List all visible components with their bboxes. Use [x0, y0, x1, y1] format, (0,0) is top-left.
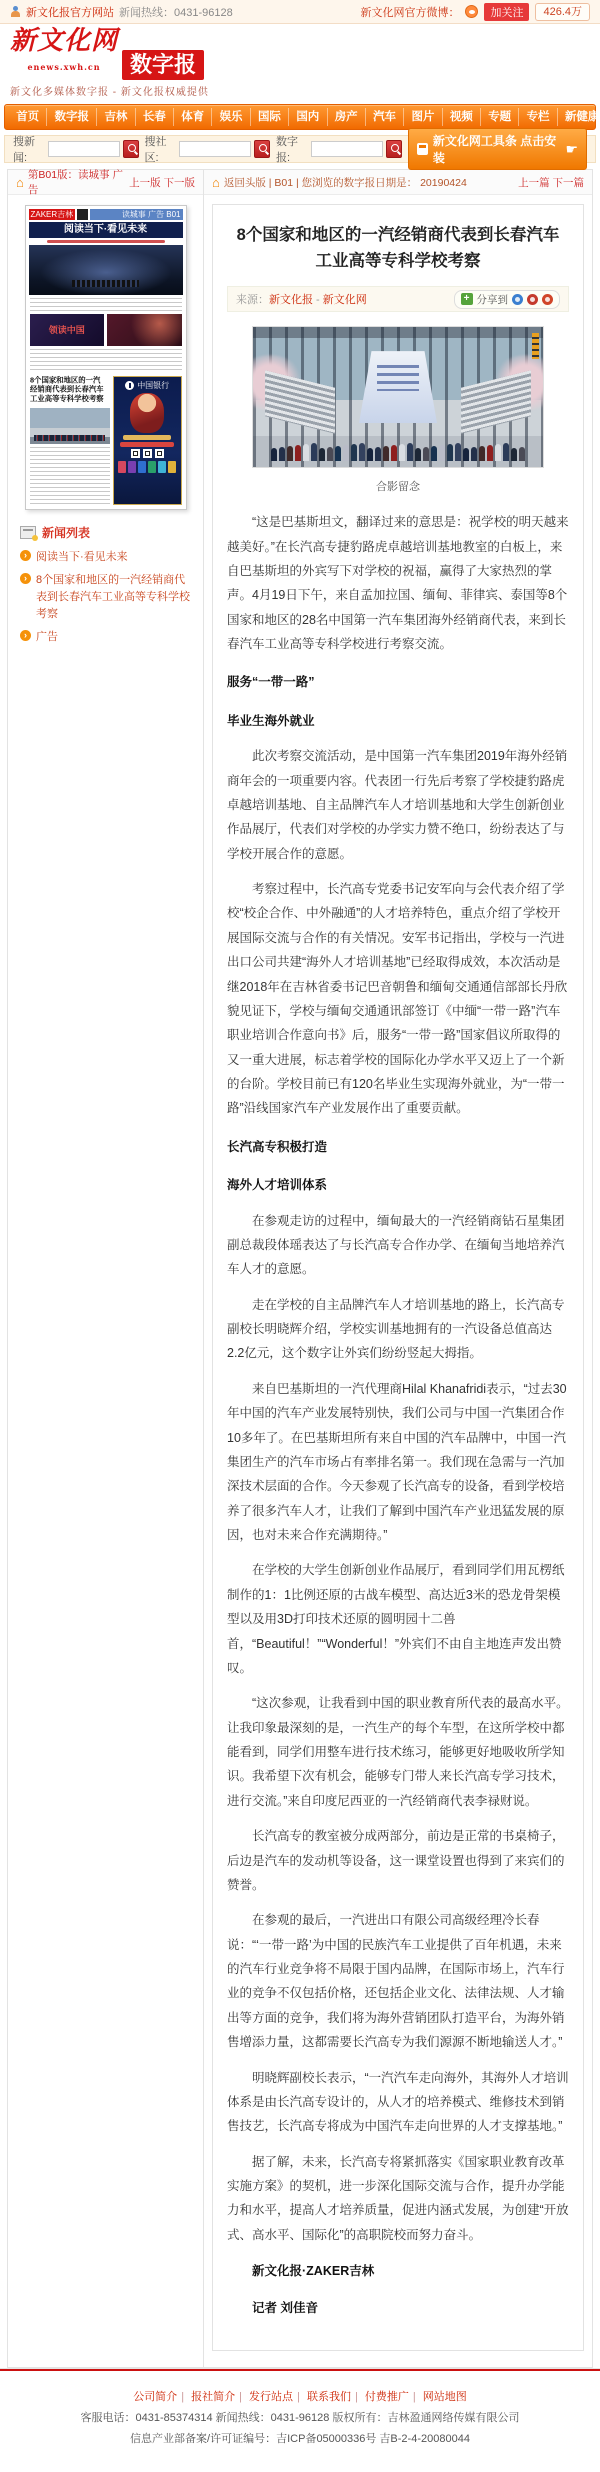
prev-article-link[interactable]: 上一篇 — [518, 176, 550, 189]
article-paragraph: 据了解，未来，长汽高专将紧抓落实《国家职业教育改革实施方案》的契机，进一步深化国际交流与合作，提升办学能力和水平，提高人才培养质量，促进内涵式发展，为创建“开放式、高水平、国际化”的高职院校而努力奋斗。 — [227, 2154, 569, 2242]
thumb-headline: 阅读当下·看见未来 — [29, 222, 183, 238]
list-item — [20, 572, 191, 623]
article-paragraph: “这是巴基斯坦文，翻译过来的意思是：祝学校的明天越来越美好。”在长汽高专捷豹路虎卓越培训基地教室的白板上，来自巴基斯坦的外宾写下对学校的祝福，赢得了大家热烈的掌声。4月19日下午，来自孟加拉国、缅甸、菲律宾、泰国等8个国家和地区的28名中国第一汽车集团海外经销商代表，来到长春汽车工业高等专科学校进行考察交流。 — [227, 515, 569, 651]
footer-link-press[interactable]: 报社简介 — [191, 2390, 236, 2403]
search-news-button[interactable] — [123, 140, 139, 158]
article-group-photo — [252, 326, 544, 468]
nav-item-topics[interactable]: 专题 — [481, 108, 519, 126]
hand-pointer-icon: ☛ — [565, 140, 579, 157]
news-list-link-2[interactable]: 8个国家和地区的一汽经销商代表到长春汽车工业高等专科学校考察 — [36, 574, 190, 621]
article-paragraph: 明晓辉副校长表示，“一汽汽车走向海外，其海外人才培训体系是由长汽高专设计的，从人才的培养模式、维修技术到销售技艺，长汽高专将成为中国汽车走向世界的人才支撑基地。” — [227, 2070, 569, 2134]
text-filler — [30, 447, 110, 505]
ad-qr-codes — [131, 449, 164, 458]
search-community-label: 搜社区: — [144, 136, 167, 164]
nav-item-digital-paper[interactable]: 数字报 — [47, 108, 97, 126]
nav-item-pictures[interactable]: 图片 — [404, 108, 442, 126]
footer-icp: 信息产业部备案/许可证编号：吉ICP备05000336号 吉B-2-4-20080044 — [130, 2432, 470, 2445]
page-footer — [0, 2371, 600, 2472]
search-bar — [4, 135, 596, 163]
nav-item-jilin[interactable]: 吉林 — [97, 108, 135, 126]
site-tagline: 新文化多媒体数字报 - 新文化报权威提供 — [10, 87, 209, 98]
article-title: 8个国家和地区的一汽经销商代表到长春汽车工业高等专科学校考察 — [236, 226, 560, 270]
text-filler — [30, 349, 182, 373]
text-filler — [30, 298, 182, 311]
bank-name: 中国银行 — [137, 381, 170, 390]
nav-item-realestate[interactable]: 房产 — [328, 108, 366, 126]
thumb-group-photo — [30, 408, 110, 444]
bullet-arrow-icon: › — [20, 550, 31, 561]
nav-item-sports[interactable]: 体育 — [174, 108, 212, 126]
article-paragraph: 此次考察交流活动，是中国第一汽车集团2019年海外经销商年会的一项重要内容。代表团一行先后考察了学校捷豹路虎卓越培训基地、自主品牌汽车人才培训基地和大学生创新创业作品展厅，代表们对学校的办学实力赞不绝口，纷纷表达了与学校开展合作的意愿。 — [227, 749, 568, 861]
list-item — [20, 629, 191, 646]
thumb-article-title: 8个国家和地区的一汽经销商代表到长春汽车工业高等专科学校考察 — [29, 376, 104, 403]
article-panel — [212, 204, 584, 2351]
article-subhead: 服务“一带一路” — [227, 675, 315, 690]
page-section-title: 第B01版：读城事 广告 — [27, 169, 123, 196]
toolbar-install-button[interactable] — [408, 128, 587, 170]
article-paragraph: 来自巴基斯坦的一汽代理商Hilal Khanafridi表示，“过去30年中国的汽车产业发展特别快，我们公司与中国一汽集团合作10多年了。在巴基斯坦所有来自中国的汽车品牌中，中国一汽集团生产的汽车市场占有率排名第一。我们现在急需与一汽加深技术层面的合作。今天参观了长汽高专的设备，看到学校培养了很多汽车人才，让我们了解到中国汽车产业迅猛发展的原因，也对未来合作充满期待。” — [227, 1381, 567, 1542]
article-paragraph: 在学校的大学生创新创业作品展厅，看到同学们用瓦楞纸制作的1：1比例还原的古战车模型、高达近3米的恐龙骨架模型以及用3D打印技术还原的圆明园十二兽首，“Beautiful！”“Wonderful！”外宾们不由自主地连声发出赞叹。 — [227, 1563, 565, 1675]
newspaper-page-thumbnail[interactable] — [25, 205, 187, 510]
nav-item-changchun[interactable]: 长春 — [136, 108, 174, 126]
news-list-link-3[interactable]: 广告 — [36, 631, 58, 644]
share-widget — [454, 290, 561, 309]
article-paragraph: 走在学校的自主品牌汽车人才培训基地的路上，长汽高专副校长明晓辉介绍，学校实训基地拥有的一汽设备总值高达2.2亿元，这个数字让外宾们纷纷竖起大拇指。 — [227, 1297, 565, 1361]
toolbar-icon — [417, 143, 428, 155]
news-list-title: 新闻列表 — [42, 526, 91, 540]
nav-item-international[interactable]: 国际 — [251, 108, 289, 126]
paper-date-info: 返回头版 | B01 | 您浏览的数字报日期是： 20190424 — [223, 176, 467, 189]
subnav-right — [204, 170, 592, 195]
news-hotline: 新闻热线：0431-96128 — [119, 6, 233, 19]
crowd-row — [253, 443, 543, 461]
nav-item-auto[interactable]: 汽车 — [366, 108, 404, 126]
thumb-brand-logo: ZAKER吉林 — [30, 210, 74, 219]
subnav-left — [8, 170, 203, 195]
home-icon[interactable]: ⌂ — [212, 174, 220, 190]
footer-link-stations[interactable]: 发行站点 — [249, 2390, 294, 2403]
content-area — [7, 169, 593, 2368]
footer-links: 公司简介 | 报社简介 | 发行站点 | 联系我们 | 付费推广 | 网站地图 — [133, 2390, 467, 2403]
search-paper-button[interactable] — [386, 140, 402, 158]
main-nav — [4, 104, 600, 130]
share-weibo-icon[interactable] — [542, 294, 553, 305]
bank-logo-icon — [125, 381, 134, 390]
share-plus-icon[interactable]: + — [461, 293, 473, 305]
nav-item-health[interactable]: 新健康 — [558, 108, 600, 126]
article-paragraph: 考察过程中，长汽高专党委书记安军向与会代表介绍了学校“校企合作、中外融通”的人才培养特色，重点介绍了学校开展国际交流与合作的有关情况。安军书记指出，学校与一汽进出口公司共建“海外人才培训基地”已经取得成效，本次活动是继2018年在吉林省委书记巴音朝鲁和缅甸交通通信部部长丹欣貌见证下，学校与缅甸交通通讯部签订《中缅“一带一路”汽车职业培训合作意向书》后，服务“一带一路”国家倡议所取得的又一重大进展，标志着学校的国际化办学水平又迈上了一个新的台阶。学校目前已有120名毕业生实现海外就业，为“一带一路”沿线国家汽车产业发展作出了重要贡献。 — [227, 882, 568, 1116]
thumb-photo-performers — [107, 314, 182, 346]
weibo-icon[interactable] — [465, 5, 478, 18]
article-subhead: 海外人才培训体系 — [227, 1178, 328, 1193]
footer-link-promo[interactable]: 付费推广 — [364, 2390, 409, 2403]
footer-link-company[interactable]: 公司简介 — [133, 2390, 178, 2403]
search-paper-input[interactable] — [311, 141, 383, 157]
article-subhead: 毕业生海外就业 — [227, 713, 315, 728]
article-paragraph: 在参观走访的过程中，缅甸最大的一汽经销商钻石星集团副总裁段体瑶表达了与长汽高专合作办学、在缅甸当地培养汽车人才的意愿。 — [227, 1213, 565, 1277]
site-logo[interactable] — [10, 28, 118, 80]
ad-card-strip — [118, 461, 176, 473]
article-subhead: 长汽高专积极打造 — [227, 1139, 328, 1154]
news-list — [8, 510, 203, 666]
thumb-subheadline-bar — [47, 240, 165, 243]
source-bar — [227, 286, 569, 312]
user-icon — [10, 6, 21, 17]
right-column — [204, 170, 592, 2367]
search-community-input[interactable] — [179, 141, 251, 157]
footer-link-sitemap[interactable]: 网站地图 — [422, 2390, 467, 2403]
footer-link-contact[interactable]: 联系我们 — [306, 2390, 351, 2403]
home-icon[interactable]: ⌂ — [16, 174, 24, 190]
source-paper-link[interactable]: 新文化报 — [269, 294, 313, 307]
share-label: 分享到 — [476, 293, 508, 306]
prev-page-link[interactable]: 上一版 — [129, 176, 161, 189]
source-label: 来源： — [236, 294, 269, 307]
article-paragraph: “这次参观，让我看到中国的职业教育所代表的最高水平。让我印象最深刻的是，一汽生产的每个车型，在这所学校中都能看到，同学们用整车进行技术练习，能够更好地吸收所学知识。我希望下次有机会，能够专门带人来长汽高专学习技术，进行交流。”来自印度尼西亚的一汽经销商代表李禄财说。 — [227, 1696, 569, 1808]
site-header — [0, 24, 600, 100]
follower-count: 426.4万 — [535, 3, 590, 21]
article-byline: 新文化报·ZAKER吉林 — [252, 2264, 375, 2279]
toolbar-install-label: 新文化网工具条 点击安装 — [432, 134, 557, 165]
left-column — [8, 170, 204, 2367]
share-qzone-icon[interactable] — [527, 294, 538, 305]
bullet-arrow-icon: › — [20, 573, 31, 584]
top-bar — [0, 0, 600, 24]
news-list-link-1[interactable]: 阅读当下·看见未来 — [36, 551, 128, 563]
search-news-input[interactable] — [48, 141, 120, 157]
share-qq-icon[interactable] — [512, 294, 523, 305]
article-body — [227, 510, 569, 2320]
source-site-link[interactable]: 新文化网 — [322, 294, 367, 307]
building-sign — [532, 333, 539, 359]
ad-slogan-bar — [123, 435, 172, 440]
nav-item-video[interactable]: 视频 — [443, 108, 481, 126]
next-article-link[interactable]: 下一篇 — [552, 176, 584, 189]
thumb-bank-ad — [113, 376, 182, 505]
nav-item-home[interactable]: 首页 — [9, 108, 47, 126]
thumb-stage-photo — [29, 245, 183, 295]
site-logo-url: enews.xwh.cn — [27, 62, 101, 72]
nav-item-entertainment[interactable]: 娱乐 — [212, 108, 250, 126]
staircase — [461, 370, 531, 433]
thumb-photo-lingdu: 领读中国 — [30, 314, 105, 346]
article-reporter: 记者 刘佳音 — [252, 2300, 318, 2315]
digital-paper-badge[interactable]: 数字报 — [122, 50, 204, 80]
photo-caption: 合影留念 — [376, 481, 420, 494]
nav-item-columns[interactable]: 专栏 — [519, 108, 557, 126]
weibo-label: 新文化网官方微博： — [360, 6, 460, 19]
banner-backdrop — [359, 351, 437, 423]
search-community-button[interactable] — [254, 140, 270, 158]
site-logo-text: 新文化网 — [10, 26, 119, 56]
nav-item-domestic[interactable]: 国内 — [289, 108, 327, 126]
list-item — [20, 549, 191, 566]
article-paragraph: 在参观的最后，一汽进出口有限公司高级经理冷长春说：“‘一带一路’为中国的民族汽车工业提供了百年机遇，未来的汽车行业竞争将不局限于国内品牌，在国际市场上，汽车行业的竞争不仅包括价格，还包括企业文化、法律法规、人才输出等方面的竞争，我们将为海外营销团队打造平台，为海外销售增添力量，这都需要长汽高专为我们源源不断地输送人才。” — [227, 1913, 565, 2050]
thumb-qr-code — [77, 209, 88, 220]
official-site-link[interactable]: 新文化报官方网站 — [26, 6, 114, 19]
search-news-label: 搜新闻: — [13, 136, 35, 164]
next-page-link[interactable]: 下一版 — [163, 176, 195, 189]
search-paper-label: 数字报: — [276, 136, 299, 164]
bullet-arrow-icon: › — [20, 630, 31, 641]
ad-slogan-bar — [120, 442, 175, 447]
source-separator: - — [313, 294, 323, 307]
article-paragraph: 长汽高专的教室被分成两部分，前边是正常的书桌椅子，后边是汽车的发动机等设备，这一课堂设置也得到了来宾们的赞誉。 — [227, 1829, 565, 1892]
thumb-section-label: 读城事 广告 B01 — [90, 209, 182, 220]
footer-copyright: 客服电话：0431-85374314 新闻热线：0431-96128 版权所有：吉林盈通网络传媒有限公司 — [80, 2411, 520, 2424]
news-list-icon — [20, 526, 36, 539]
follow-button[interactable]: 加关注 — [484, 3, 529, 21]
ad-character — [130, 393, 164, 433]
staircase — [265, 370, 335, 433]
